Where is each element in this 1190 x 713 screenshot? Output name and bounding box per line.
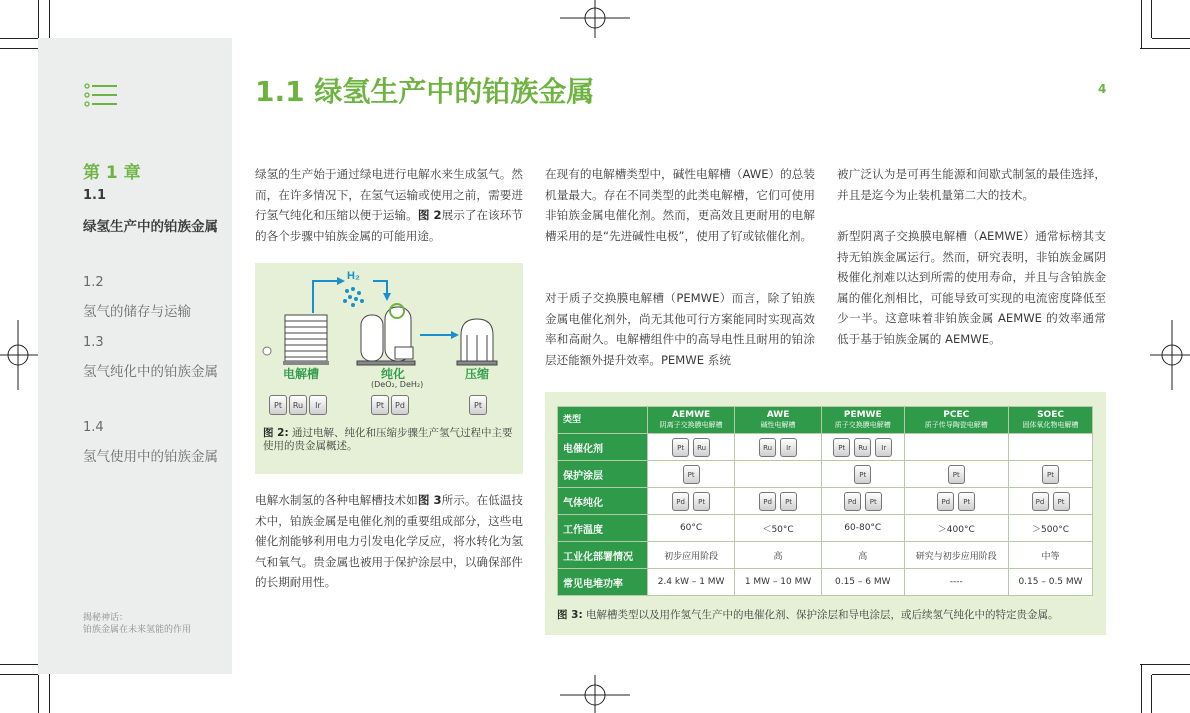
- metal-tile: Pd: [759, 492, 776, 511]
- figure-3: [545, 392, 1106, 635]
- metal-tile: Ir: [309, 395, 327, 415]
- registration-mark-top: [560, 0, 630, 40]
- stage-electrolyser-label: 电解槽: [283, 367, 320, 381]
- table-cell: [821, 434, 904, 461]
- row-label: 常见电堆功率: [558, 569, 648, 596]
- metal-tile: Pt: [780, 492, 797, 511]
- column-name: AWE: [766, 410, 790, 420]
- h2-molecules-icon: [343, 287, 364, 307]
- col2-paragraph-1: 在现有的电解槽类型中，碱性电解槽（AWE）的总装机量最大。存在不同类型的此类电解槽，它们可使用非铂族金属电催化剂。然而，更高效且更耐用的电解槽采用的是“先进碱性电极”，使用了钌或铱催化剂。: [545, 167, 815, 243]
- table-cell: [735, 434, 822, 461]
- table-row: [558, 461, 1093, 488]
- table-cell: [904, 461, 1008, 488]
- table-cell: [821, 461, 904, 488]
- table-cell: ＞500°C: [1009, 515, 1093, 542]
- col1-paragraph-1: [255, 164, 523, 246]
- table-cell: [735, 488, 822, 515]
- col1-paragraph-2: [255, 490, 523, 593]
- col1-p2-fig-ref: 图 3: [417, 493, 442, 507]
- table-cell: [1009, 434, 1093, 461]
- stage-compression-label: 压缩: [465, 367, 490, 381]
- metal-tile: Pt: [958, 492, 975, 511]
- toc-item-1-4[interactable]: 氢气使用中的铂族金属: [83, 449, 218, 465]
- registration-mark-left: [0, 320, 40, 390]
- registration-mark-bottom: [560, 673, 630, 713]
- table-row: [558, 488, 1093, 515]
- metal-tile: Pd: [672, 492, 689, 511]
- metal-tile: Pt: [948, 465, 965, 484]
- stage-purification-sub: (DeO₂, DeH₂): [371, 380, 424, 389]
- column-name: PEMWE: [843, 410, 882, 420]
- metal-tile: Pt: [269, 395, 287, 415]
- table-cell: 高: [735, 542, 822, 569]
- table-cell: 0.15 – 0.5 MW: [1009, 569, 1093, 596]
- metal-tile: Ir: [780, 438, 797, 457]
- table-cell: [648, 461, 735, 488]
- metal-tile: Pt: [371, 395, 389, 415]
- metal-tile: Pt: [1042, 465, 1059, 484]
- menu-icon[interactable]: [84, 83, 118, 107]
- column-sub: 固体氧化物电解槽: [1022, 421, 1079, 429]
- table-cell: [1009, 461, 1093, 488]
- column-header-awe: [735, 407, 822, 434]
- toc-number-1-1[interactable]: 1.1: [83, 188, 107, 203]
- electrolyser-icon: [263, 315, 329, 365]
- column-sub: 阴离子交换膜电解槽: [659, 421, 723, 429]
- metal-tile: Pt: [865, 492, 882, 511]
- table-cell: [821, 488, 904, 515]
- metal-tile: Pd: [1032, 492, 1049, 511]
- metal-tile: Pd: [844, 492, 861, 511]
- metal-tile: Ru: [289, 395, 307, 415]
- column-sub: 碱性电解槽: [760, 421, 796, 429]
- table-cell: [648, 488, 735, 515]
- column-name: PCEC: [943, 410, 970, 420]
- table-cell: [1009, 488, 1093, 515]
- table-cell: 60°C: [648, 515, 735, 542]
- metal-tile: Pt: [683, 465, 700, 484]
- column-header-aemwe: [648, 407, 735, 434]
- table-cell: 高: [821, 542, 904, 569]
- toc-item-1-3[interactable]: 氢气纯化中的铂族金属: [83, 364, 218, 380]
- figure-2-label: 图 2:: [263, 427, 289, 439]
- table-header-row: [558, 407, 1093, 434]
- figure-2-caption-text: 通过电解、纯化和压缩步骤生产氢气过程中主要使用的贵金属概述。: [263, 427, 513, 452]
- column-header-soec: [1009, 407, 1093, 434]
- table-row: [558, 515, 1093, 542]
- col1-p1-text-c: 展示了在该环节的各个步骤中铂族金属的可能用途。: [255, 208, 523, 243]
- column-sub: 质子交换膜电解槽: [834, 421, 891, 429]
- figure-2: [255, 263, 523, 474]
- sidebar: [38, 38, 232, 674]
- table-cell: [735, 461, 822, 488]
- toc-number-1-3[interactable]: 1.3: [83, 335, 104, 350]
- col3-paragraph-1: 被广泛认为是可再生能源和间歇式制氢的最佳选择，并且是迄今为止装机量第二大的技术。: [837, 167, 1106, 202]
- metal-tile: Pt: [854, 465, 871, 484]
- toc-item-1-2[interactable]: 氢气的储存与运输: [83, 304, 191, 320]
- metal-tile: Pt: [693, 492, 710, 511]
- table-row: [558, 542, 1093, 569]
- toc-number-1-4[interactable]: 1.4: [83, 420, 104, 435]
- table-corner-header: 类型: [558, 407, 648, 434]
- column-header-pemwe: [821, 407, 904, 434]
- footer-note-line2: 铂族金属在未来氢能的作用: [83, 625, 192, 635]
- table-cell: [648, 434, 735, 461]
- table-cell: ＜50°C: [735, 515, 822, 542]
- table-cell: [904, 488, 1008, 515]
- footer-note-line1: 揭秘神话：: [83, 613, 129, 623]
- page-title: 1.1 绿氢生产中的铂族金属: [255, 75, 595, 108]
- table-cell: ----: [904, 569, 1008, 596]
- purification-icon: [357, 304, 415, 365]
- column-name: AEMWE: [672, 410, 711, 420]
- column-sub: 质子传导陶瓷电解槽: [924, 421, 988, 429]
- row-label: 保护涂层: [558, 461, 648, 488]
- registration-mark-right: [1150, 320, 1190, 390]
- stage-purification-label: 纯化: [381, 367, 406, 381]
- table-cell: 60-80°C: [821, 515, 904, 542]
- metal-tile: Pt: [1053, 492, 1070, 511]
- table-cell: 初步应用阶段: [648, 542, 735, 569]
- col1-p2-text-c: 所示。在低温技术中，铂族金属是电催化剂的重要组成部分，这些电催化剂能够利用电力引发电化学反应，将水转化为氢气和氧气。贵金属也被用于保护涂层中，以确保部件的长期耐用性。: [255, 493, 523, 589]
- table-cell: 1 MW – 10 MW: [735, 569, 822, 596]
- row-label: 工业化部署情况: [558, 542, 648, 569]
- col1-p1-fig-ref: 图 2: [417, 208, 442, 222]
- col1-p1-text-a: 绿氢的生产始于通过绿电进行电解水来生成氢气。然而，在许多情况下，在氢气运输或使用之前，需要进行氢气纯化和压缩以便于运输。: [255, 167, 523, 222]
- table-cell: 研究与初步应用阶段: [904, 542, 1008, 569]
- metal-tile: Ru: [693, 438, 710, 457]
- col1-p2-text-a: 电解水制氢的各种电解槽技术如: [255, 493, 418, 507]
- metal-tile: Pt: [469, 395, 487, 415]
- figure-3-caption: [557, 609, 1097, 622]
- figure-3-caption-text: 电解槽类型以及用作氢气生产中的电催化剂、保护涂层和导电涂层，或后续氢气纯化中的特定贵金属。: [586, 609, 1059, 621]
- table-row: [558, 569, 1093, 596]
- table-row: [558, 434, 1093, 461]
- metal-tile: Ir: [875, 438, 892, 457]
- figure-3-label: 图 3:: [557, 609, 583, 621]
- chapter-label: 第 1 章: [83, 163, 141, 183]
- toc-number-1-2[interactable]: 1.2: [83, 275, 104, 290]
- metal-tile: Pd: [391, 395, 409, 415]
- table-cell: [904, 434, 1008, 461]
- metal-tile: Ru: [759, 438, 776, 457]
- metal-tile: Pd: [937, 492, 954, 511]
- compression-metals: [469, 393, 489, 415]
- h2-label: H₂: [347, 270, 360, 282]
- purification-metals: [371, 393, 411, 415]
- table-cell: 2.4 kW – 1 MW: [648, 569, 735, 596]
- page-number: 4: [1098, 82, 1107, 96]
- table-cell: 0.15 – 6 MW: [821, 569, 904, 596]
- electrolyser-metals: [269, 393, 329, 415]
- compressor-icon: [457, 319, 497, 365]
- table-cell: ＞400°C: [904, 515, 1008, 542]
- toc-item-1-1[interactable]: 绿氢生产中的铂族金属: [83, 219, 218, 235]
- col2-paragraph-2: 对于质子交换膜电解槽（PEMWE）而言，除了铂族金属电催化剂外，尚无其他可行方案能同时实现高效率和高耐久。电解槽组件中的高导电性且耐用的铂涂层还能额外提升效率。PEMWE 系统: [545, 291, 815, 367]
- footer-note: [83, 612, 191, 636]
- metal-tile: Pt: [672, 438, 689, 457]
- row-label: 工作温度: [558, 515, 648, 542]
- metal-tile: Ru: [854, 438, 871, 457]
- electrolyser-table: [557, 406, 1093, 596]
- figure-2-caption: [263, 427, 517, 453]
- metal-tile: Pt: [833, 438, 850, 457]
- col3-paragraph-2: 新型阴离子交换膜电解槽（AEMWE）通常标榜其支持无铂族金属运行。然而，研究表明，非铂族金属阴极催化剂难以达到所需的使用寿命，并且与含铂族金属的催化剂相比，可能导致可实现的电流密度降低至少一半。这意味着非铂族金属 AEMWE 的效率通常低于基于铂族金属的 AEMWE。: [837, 229, 1106, 346]
- row-label: 电催化剂: [558, 434, 648, 461]
- row-label: 气体纯化: [558, 488, 648, 515]
- table-cell: 中等: [1009, 542, 1093, 569]
- column-header-pcec: [904, 407, 1008, 434]
- column-name: SOEC: [1037, 410, 1064, 420]
